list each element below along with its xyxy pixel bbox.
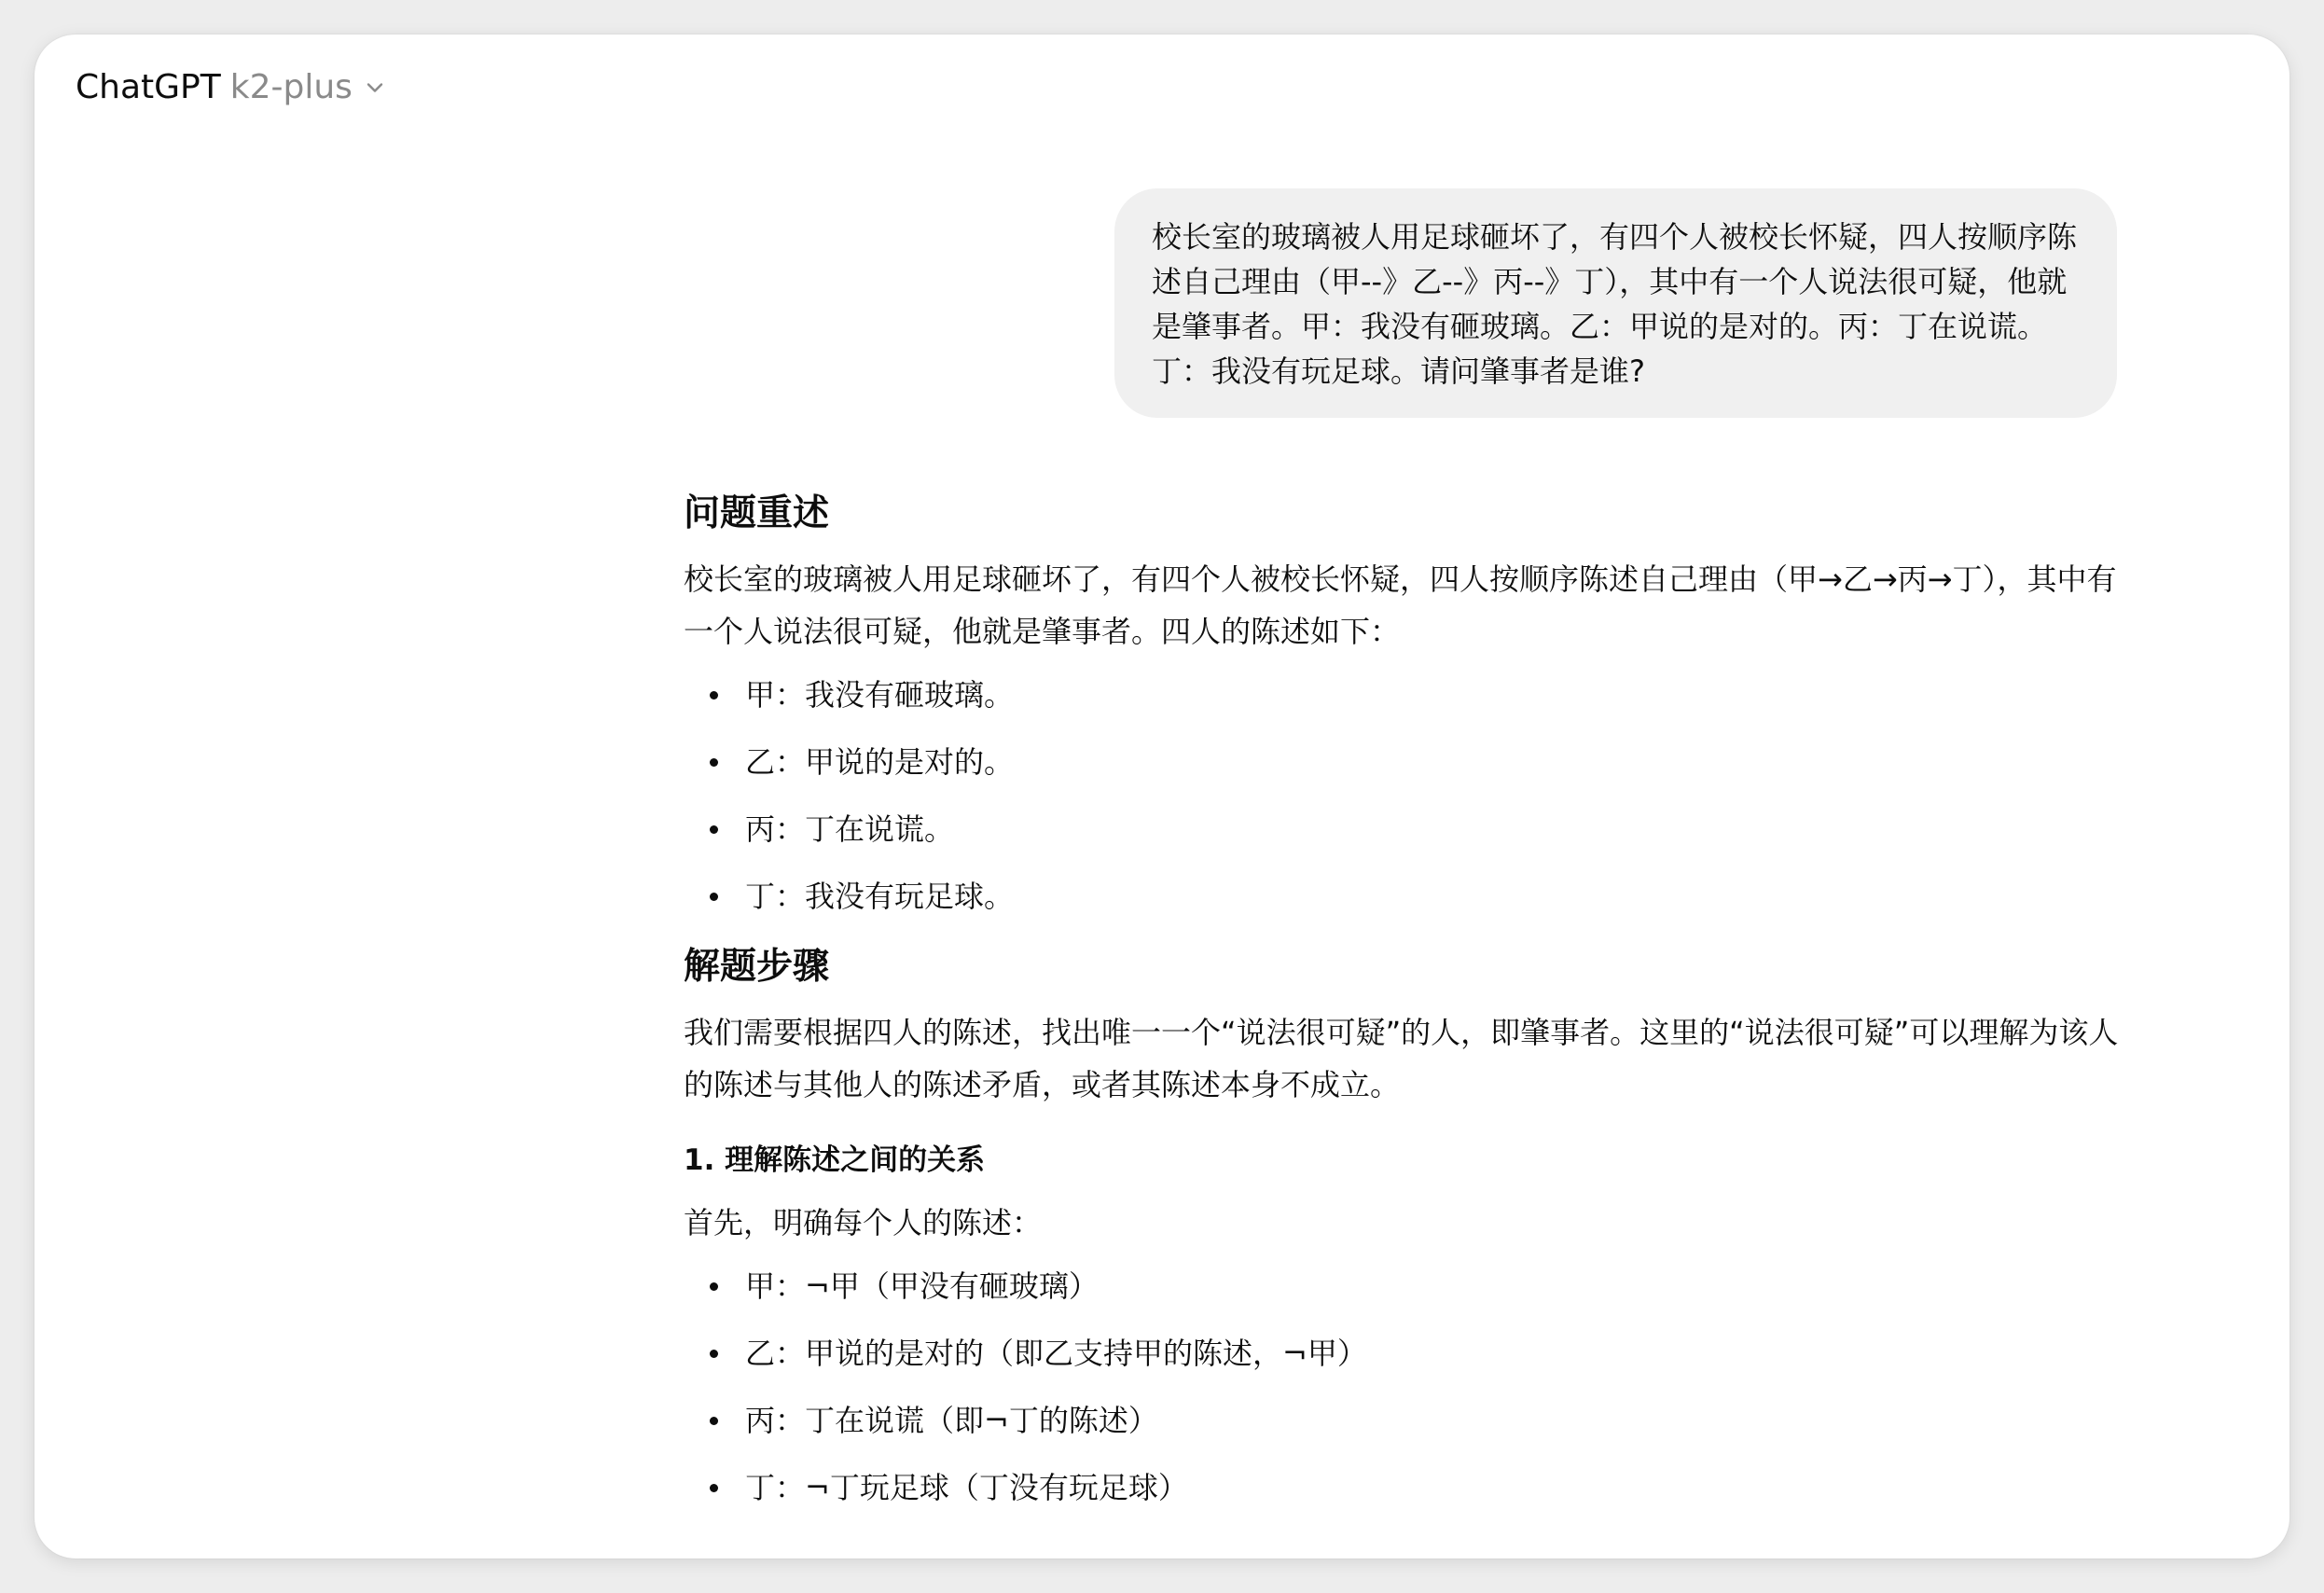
- section-heading-steps: 解题步骤: [684, 946, 830, 988]
- step-heading: 1. 理解陈述之间的关系: [684, 1143, 986, 1177]
- app-title: ChatGPT: [76, 68, 221, 106]
- list-item: 乙：甲说的是对的。: [684, 740, 2120, 784]
- steps-paragraph: 我们需要根据四人的陈述，找出唯一一个“说法很可疑”的人，即肇事者。这里的“说法很可疑”可以理解为该人的陈述与其他人的陈述矛盾，或者其陈述本身不成立。: [684, 1015, 2119, 1102]
- list-item: 丙：丁在说谎。: [684, 807, 2120, 852]
- list-item: 甲：我没有砸玻璃。: [684, 672, 2120, 717]
- list-item: 丙：丁在说谎（即¬丁的陈述）: [684, 1398, 2120, 1443]
- statements-list: [684, 672, 2120, 919]
- model-name: k2-plus: [229, 68, 353, 106]
- list-item: 乙：甲说的是对的（即乙支持甲的陈述，¬甲）: [684, 1331, 2120, 1376]
- model-selector[interactable]: [76, 68, 386, 106]
- step-paragraph: 首先，明确每个人的陈述：: [684, 1205, 1043, 1240]
- list-item: 丁：我没有玩足球。: [684, 874, 2120, 919]
- user-message-bubble: [1114, 188, 2117, 418]
- assistant-message: [684, 488, 2120, 1532]
- section-heading-restatement: 问题重述: [684, 492, 830, 534]
- restatement-paragraph: 校长室的玻璃被人用足球砸坏了，有四个人被校长怀疑，四人按顺序陈述自己理由（甲→乙→丙→丁），其中有一个人说法很可疑，他就是肇事者。四人的陈述如下：: [684, 561, 2117, 649]
- chat-window: [35, 35, 2289, 1558]
- chevron-down-icon: [364, 76, 386, 99]
- user-message-text: 校长室的玻璃被人用足球砸坏了，有四个人被校长怀疑，四人按顺序陈述自己理由（甲--》乙--》丙--》丁），其中有一个人说法很可疑，他就是肇事者。甲：我没有砸玻璃。乙：甲说的是对的。丙：丁在说谎。丁：我没有玩足球。请问肇事者是谁?: [1152, 219, 2078, 389]
- list-item: 甲：¬甲（甲没有砸玻璃）: [684, 1264, 2120, 1309]
- logic-list: [684, 1264, 2120, 1510]
- list-item: 丁：¬丁玩足球（丁没有玩足球）: [684, 1465, 2120, 1510]
